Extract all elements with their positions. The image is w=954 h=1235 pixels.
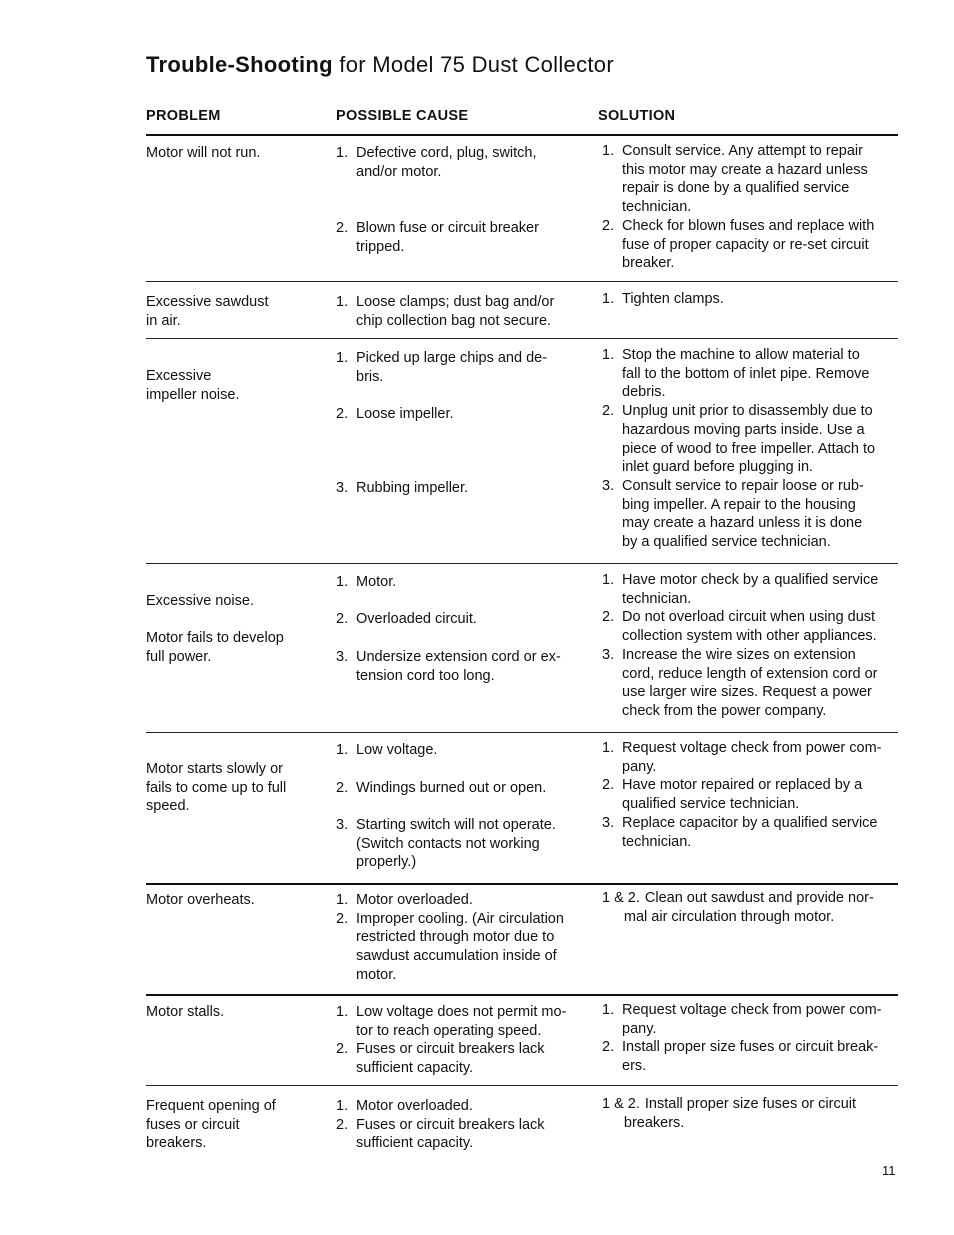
solution-item: [602, 814, 898, 851]
item-number: 2.: [336, 406, 349, 422]
item-number: 2.: [336, 220, 349, 236]
item-number: 2.: [602, 609, 615, 626]
solution-line: Unplug unit prior to disassembly due to: [622, 403, 873, 420]
solution-line: fall to the bottom of inlet pipe. Remove: [622, 365, 870, 382]
header-possible-cause: POSSIBLE CAUSE: [336, 108, 469, 124]
page-title: [146, 52, 614, 78]
cause-line: Low voltage does not permit mo-: [356, 1004, 567, 1020]
item-number: 1.: [602, 740, 615, 756]
solution-line: pany.: [622, 758, 657, 775]
solution-list: [602, 889, 898, 926]
solution-line: Tighten clamps.: [622, 291, 724, 307]
problem-cell: [146, 367, 316, 404]
solution-line: collection system with other appliances.: [622, 628, 877, 645]
cause-item: [336, 779, 586, 798]
solution-line: technician.: [622, 833, 692, 850]
problem-line: speed.: [146, 798, 190, 815]
cause-item: [336, 1040, 586, 1077]
cause-item: [336, 349, 586, 386]
item-number: 2.: [602, 1039, 615, 1056]
problem-line: impeller noise.: [146, 386, 240, 403]
cause-item: [336, 293, 586, 330]
solution-line: may create a hazard unless it is done: [622, 515, 863, 532]
cause-line: (Switch contacts not working: [356, 835, 540, 852]
item-number: 1 & 2.: [602, 890, 640, 906]
cause-item: [336, 573, 586, 592]
solution-line: this motor may create a hazard unless: [622, 161, 868, 178]
item-number: 1.: [336, 574, 349, 590]
cause-line: Rubbing impeller.: [356, 480, 469, 496]
cause-line: tripped.: [356, 238, 405, 255]
solution-line: technician.: [622, 199, 692, 216]
cause-line: Motor.: [356, 574, 397, 590]
problem-line: Motor starts slowly or: [146, 761, 283, 777]
solution-item: [602, 739, 898, 776]
item-number: 2.: [336, 1041, 349, 1058]
cause-line: Defective cord, plug, switch,: [356, 145, 537, 161]
solution-line: Have motor check by a qualified service: [622, 572, 879, 588]
cause-item: [336, 479, 586, 498]
solution-line: Install proper size fuses or circuit: [644, 1096, 857, 1112]
item-number: 1.: [336, 1098, 349, 1114]
item-number: 1 & 2.: [602, 1096, 640, 1112]
solution-list: [602, 142, 898, 273]
solution-line: Have motor repaired or replaced by a: [622, 777, 863, 794]
solution-item: [602, 608, 898, 645]
cause-item: [336, 816, 586, 872]
cause-line: Overloaded circuit.: [356, 611, 477, 627]
solution-line: Consult service. Any attempt to repair: [622, 143, 863, 159]
cause-line: Motor overloaded.: [356, 1098, 473, 1114]
cause-item: [336, 219, 586, 256]
row-divider: [146, 563, 898, 564]
page-number: 11: [882, 1163, 896, 1178]
item-number: 2.: [336, 1116, 349, 1133]
row-divider: [146, 281, 898, 282]
solution-list: [602, 739, 898, 851]
solution-list: [602, 1001, 898, 1076]
cause-item: [336, 1097, 586, 1116]
solution-item: [602, 477, 898, 552]
item-number: 3.: [336, 480, 349, 496]
cause-line: Undersize extension cord or ex-: [356, 649, 561, 665]
header-solution: SOLUTION: [598, 108, 676, 124]
item-number: 2.: [602, 217, 615, 234]
cause-line: Fuses or circuit breakers lack: [356, 1041, 545, 1058]
solution-line: Install proper size fuses or circuit break-: [622, 1039, 879, 1056]
problem-cell: [146, 1003, 316, 1022]
solution-list: [602, 290, 898, 309]
solution-line: Increase the wire sizes on extension: [622, 646, 856, 663]
solution-line: piece of wood to free impeller. Attach to: [622, 440, 876, 457]
problem-cell: [146, 891, 316, 910]
item-number: 1.: [602, 1002, 615, 1018]
item-number: 1.: [336, 350, 349, 366]
solution-line: check from the power company.: [622, 702, 827, 719]
problem-line: fails to come up to full: [146, 779, 287, 796]
cause-item: [336, 144, 586, 181]
row-divider: [146, 338, 898, 339]
cause-line: tension cord too long.: [356, 667, 495, 684]
cause-line: and/or motor.: [356, 163, 442, 180]
cause-list: [336, 1003, 586, 1078]
problem-line: Motor overheats.: [146, 892, 255, 908]
solution-item: [602, 571, 898, 608]
solution-item: [602, 646, 898, 721]
cause-line: motor.: [356, 966, 397, 983]
cause-list: [336, 1097, 586, 1153]
solution-line: inlet guard before plugging in.: [622, 459, 814, 476]
cause-line: properly.): [356, 854, 417, 871]
solution-line: by a qualified service technician.: [622, 534, 831, 551]
solution-line: use larger wire sizes. Request a power: [622, 684, 872, 701]
solution-line: technician.: [622, 590, 692, 607]
cause-item: [336, 610, 586, 629]
solution-item: [602, 776, 898, 813]
title-rest: for Model 75 Dust Collector: [332, 52, 614, 77]
header-rule: [146, 134, 898, 136]
solution-item: [602, 1095, 898, 1132]
cause-item: [336, 910, 586, 985]
solution-item: [602, 402, 898, 477]
solution-line: Request voltage check from power com-: [622, 740, 882, 756]
item-number: 1.: [336, 892, 349, 908]
solution-line: bing impeller. A repair to the housing: [622, 496, 856, 513]
problem-cell: [146, 293, 316, 330]
title-bold: Trouble-Shooting: [146, 52, 333, 77]
solution-line: fuse of proper capacity or re-set circuit: [622, 236, 869, 253]
cause-line: Starting switch will not operate.: [356, 817, 556, 833]
problem-line: Motor will not run.: [146, 145, 261, 161]
solution-line: Stop the machine to allow material to: [622, 347, 860, 363]
solution-line: mal air circulation through motor.: [623, 908, 835, 925]
item-number: 2.: [336, 780, 349, 796]
item-number: 1.: [336, 742, 349, 758]
solution-item: [602, 217, 898, 273]
problem-cell: [146, 760, 316, 816]
item-number: 3.: [602, 646, 615, 663]
problem-line: Excessive noise.: [146, 593, 254, 609]
cause-item: [336, 891, 586, 910]
solution-item: [602, 290, 898, 309]
solution-line: breaker.: [622, 255, 675, 272]
problem-line: Motor fails to develop: [146, 630, 284, 647]
solution-line: repair is done by a qualified service: [622, 180, 850, 197]
solution-line: pany.: [622, 1020, 657, 1037]
solution-line: ers.: [622, 1058, 647, 1075]
cause-line: sufficient capacity.: [356, 1135, 474, 1152]
solution-list: [602, 1095, 898, 1132]
cause-line: Picked up large chips and de-: [356, 350, 548, 366]
item-number: 2.: [602, 403, 615, 420]
solution-line: Request voltage check from power com-: [622, 1002, 882, 1018]
problem-line: Excessive sawdust: [146, 294, 269, 310]
cause-list: [336, 891, 586, 985]
cause-line: Low voltage.: [356, 742, 438, 758]
problem-line: Excessive: [146, 368, 212, 384]
item-number: 3.: [336, 649, 349, 665]
item-number: 3.: [602, 814, 615, 831]
item-number: 1.: [602, 291, 615, 307]
cause-item: [336, 648, 586, 685]
cause-item: [336, 405, 586, 424]
solution-list: [602, 346, 898, 552]
solution-line: Check for blown fuses and replace with: [622, 217, 875, 234]
cause-line: tor to reach operating speed.: [356, 1022, 542, 1039]
cause-line: sufficient capacity.: [356, 1060, 474, 1077]
cause-line: Loose clamps; dust bag and/or: [356, 294, 555, 310]
item-number: 1.: [336, 294, 349, 310]
cause-line: Improper cooling. (Air circulation: [356, 910, 564, 927]
solution-line: cord, reduce length of extension cord or: [622, 665, 878, 682]
problem-line: fuses or circuit: [146, 1116, 240, 1133]
cause-line: bris.: [356, 368, 384, 385]
problem-cell: [146, 1097, 316, 1153]
row-divider: [146, 732, 898, 733]
problem-cell: [146, 592, 316, 667]
item-number: 1.: [602, 347, 615, 363]
item-number: 3.: [336, 817, 349, 833]
row-divider: [146, 883, 898, 885]
solution-line: breakers.: [623, 1114, 685, 1131]
problem-cell: [146, 144, 316, 163]
solution-item: [602, 346, 898, 402]
problem-line: Motor stalls.: [146, 1004, 225, 1020]
solution-list: [602, 571, 898, 721]
cause-item: [336, 1003, 586, 1040]
cause-line: Blown fuse or circuit breaker: [356, 220, 539, 236]
solution-line: Clean out sawdust and provide nor-: [644, 890, 874, 906]
item-number: 1.: [336, 1004, 349, 1020]
solution-line: Do not overload circuit when using dust: [622, 609, 876, 626]
item-number: 1.: [336, 145, 349, 161]
cause-line: Motor overloaded.: [356, 892, 473, 908]
solution-item: [602, 142, 898, 217]
item-number: 2.: [602, 777, 615, 794]
row-divider: [146, 1085, 898, 1086]
item-number: 3.: [602, 477, 615, 494]
item-number: 1.: [602, 143, 615, 159]
solution-item: [602, 889, 898, 926]
problem-line: breakers.: [146, 1135, 207, 1152]
row-divider: [146, 994, 898, 996]
cause-line: sawdust accumulation inside of: [356, 948, 557, 965]
solution-item: [602, 1001, 898, 1038]
cause-line: restricted through motor due to: [356, 929, 555, 946]
cause-line: Loose impeller.: [356, 406, 454, 422]
cause-item: [336, 741, 586, 760]
solution-line: qualified service technician.: [622, 796, 800, 813]
solution-item: [602, 1038, 898, 1075]
solution-line: Consult service to repair loose or rub-: [622, 477, 864, 494]
header-problem: PROBLEM: [146, 108, 221, 124]
solution-line: hazardous moving parts inside. Use a: [622, 421, 865, 438]
cause-line: chip collection bag not secure.: [356, 312, 552, 329]
item-number: 2.: [336, 611, 349, 627]
item-number: 2.: [336, 910, 349, 927]
problem-line: in air.: [146, 312, 181, 329]
solution-line: Replace capacitor by a qualified service: [622, 814, 878, 831]
solution-line: debris.: [622, 384, 666, 401]
cause-line: Windings burned out or open.: [356, 780, 547, 796]
problem-line: full power.: [146, 649, 212, 666]
cause-line: Fuses or circuit breakers lack: [356, 1116, 545, 1133]
problem-line: Frequent opening of: [146, 1098, 276, 1114]
cause-item: [336, 1116, 586, 1153]
item-number: 1.: [602, 572, 615, 588]
